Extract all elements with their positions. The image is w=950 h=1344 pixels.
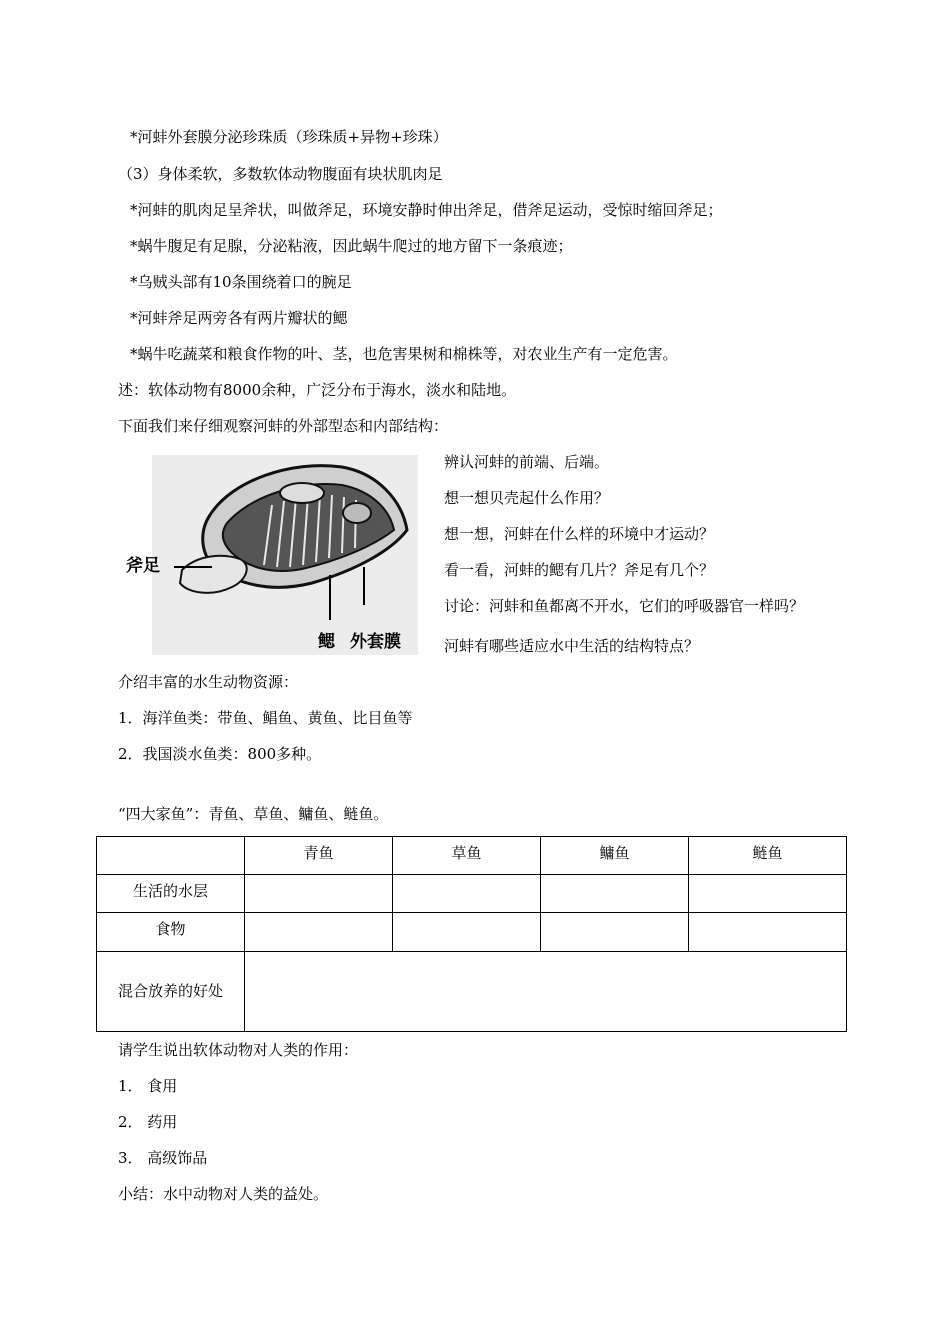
mussel-figure (126, 455, 418, 655)
table-row (97, 837, 847, 875)
table-header-cell: 草鱼 (393, 837, 541, 875)
table-header-cell: 青鱼 (245, 837, 393, 875)
text-line: *河蚌外套膜分泌珍珠质（珍珠质+异物+珍珠） (130, 128, 448, 146)
text-line: 小结：水中动物对人类的益处。 (118, 1185, 329, 1203)
text-line: “四大家鱼”：青鱼、草鱼、鳙鱼、鲢鱼。 (118, 805, 389, 823)
table-cell (689, 913, 847, 952)
table-cell (245, 875, 393, 913)
text-line: 1．海洋鱼类：带鱼、鲳鱼、黄鱼、比目鱼等 (118, 709, 413, 727)
row-label-cell: 混合放养的好处 (97, 952, 245, 1032)
table-header-cell (97, 837, 245, 875)
text-line: *蜗牛吃蔬菜和粮食作物的叶、茎，也危害果树和棉株等，对农业生产有一定危害。 (130, 345, 678, 363)
table-row (97, 875, 847, 913)
text-line: 2．我国淡水鱼类：800多种。 (118, 745, 322, 763)
question-line: 想一想，河蚌在什么样的环境中才运动？ (444, 525, 715, 543)
table-header-cell: 鳙鱼 (541, 837, 689, 875)
question-line: 河蚌有哪些适应水中生活的结构特点？ (444, 637, 700, 655)
text-line: 请学生说出软体动物对人类的作用： (118, 1041, 359, 1059)
text-line: *乌贼头部有10条围绕着口的腕足 (130, 273, 352, 291)
table-row (97, 952, 847, 1032)
text-line: *河蚌斧足两旁各有两片瓣状的鳃 (130, 309, 348, 327)
text-line: *河蚌的肌肉足呈斧状，叫做斧足，环境安静时伸出斧足，借斧足运动，受惊时缩回斧足； (130, 201, 723, 219)
label-mantle: 外套膜 (350, 632, 401, 652)
table-cell (245, 952, 847, 1032)
row-label-cell: 食物 (97, 913, 245, 952)
text-line: 2． 药用 (118, 1113, 178, 1131)
text-line: 3． 高级饰品 (118, 1149, 208, 1167)
table-cell (541, 913, 689, 952)
text-line: 介绍丰富的水生动物资源： (118, 673, 299, 691)
table-header-cell: 鲢鱼 (689, 837, 847, 875)
text-line: 1． 食用 (118, 1077, 178, 1095)
table-row (97, 913, 847, 952)
question-line: 讨论：河蚌和鱼都离不开水，它们的呼吸器官一样吗？ (444, 597, 805, 615)
question-line: 想一想贝壳起什么作用？ (444, 489, 610, 507)
label-gill: 鳃 (318, 632, 335, 652)
text-line: （3）身体柔软，多数软体动物腹面有块状肌肉足 (118, 165, 443, 183)
table-cell (689, 875, 847, 913)
text-line: 下面我们来仔细观察河蚌的外部型态和内部结构： (118, 417, 449, 435)
fish-table (96, 836, 847, 1032)
text-line: 述：软体动物有8000余种，广泛分布于海水，淡水和陆地。 (118, 381, 517, 399)
text-line: *蜗牛腹足有足腺，分泌粘液，因此蜗牛爬过的地方留下一条痕迹； (130, 237, 573, 255)
question-line: 辨认河蚌的前端、后端。 (444, 453, 610, 471)
table-cell (245, 913, 393, 952)
row-label-cell: 生活的水层 (97, 875, 245, 913)
question-line: 看一看，河蚌的鳃有几片？斧足有几个？ (444, 561, 715, 579)
label-foot: 斧足 (126, 556, 160, 576)
mussel-illustration (152, 455, 418, 655)
table-cell (541, 875, 689, 913)
table-cell (393, 875, 541, 913)
table-cell (393, 913, 541, 952)
